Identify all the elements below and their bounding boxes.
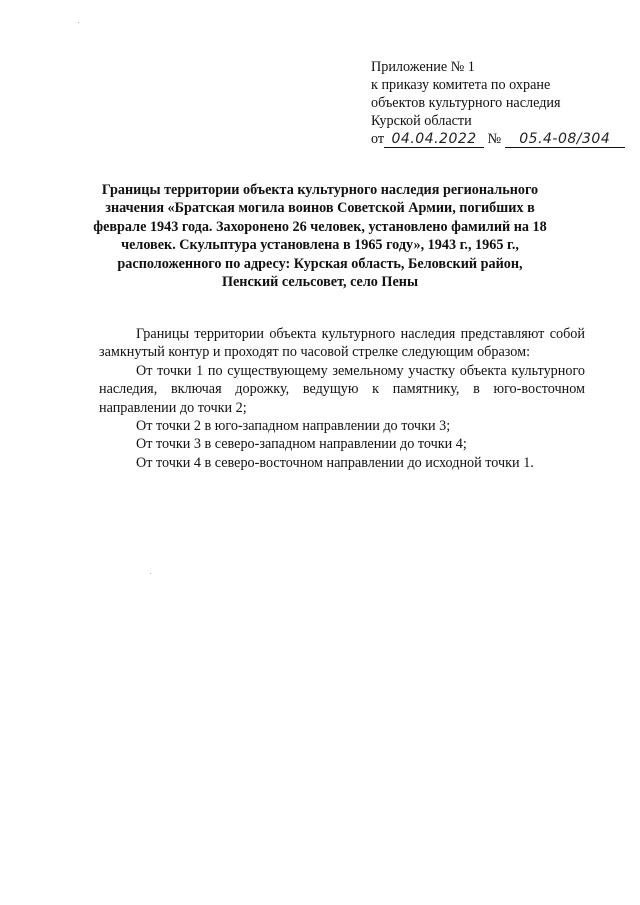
appendix-number: Приложение № 1 [371, 59, 475, 75]
point-2-paragraph: От точки 2 в юго-западном направлении до точки 3; [136, 418, 451, 435]
appendix-date-number [371, 130, 631, 148]
point-3-paragraph: От точки 3 в северо-западном направлении до точки 4; [136, 436, 467, 453]
document-body [99, 325, 585, 472]
from-label: от [371, 131, 385, 147]
point-4-paragraph: От точки 4 в северо-восточном направлении до исходной точки 1. [136, 454, 534, 471]
handwritten-date: 04.04.2022 [384, 132, 484, 148]
scan-speck [78, 22, 79, 23]
number-label: № [487, 131, 502, 147]
scan-speck [150, 573, 151, 574]
appendix-committee: объектов культурного наследия [371, 95, 561, 111]
point-1-paragraph: От точки 1 по существующему земельному участку объекта культурного наследия, включая дорожку, ведущую к памятнику, в юго-восточном направлении до точки 2; [99, 362, 585, 416]
appendix-region: Курской области [371, 113, 472, 129]
intro-paragraph: Границы территории объекта культурного наследия представляют собой замкнутый контур и проходят по часовой стрелке следующим образом: [99, 326, 585, 361]
appendix-header [371, 58, 631, 148]
handwritten-number: 05.4-08/304 [505, 132, 625, 148]
appendix-order-ref: к приказу комитета по охране [371, 77, 551, 93]
document-title: Границы территории объекта культурного наследия регионального значения «Братская могила воинов Советской Армии, погибших в феврале 1943 года. Захоронено 26 человек, установлено фамилий на 18 человек. Скульптура установлена в 1965 году», 1943 г., 1965 г., расположенного по адресу: Курская область, Беловский район, Пенский сельсовет, село Пены [93, 182, 547, 291]
